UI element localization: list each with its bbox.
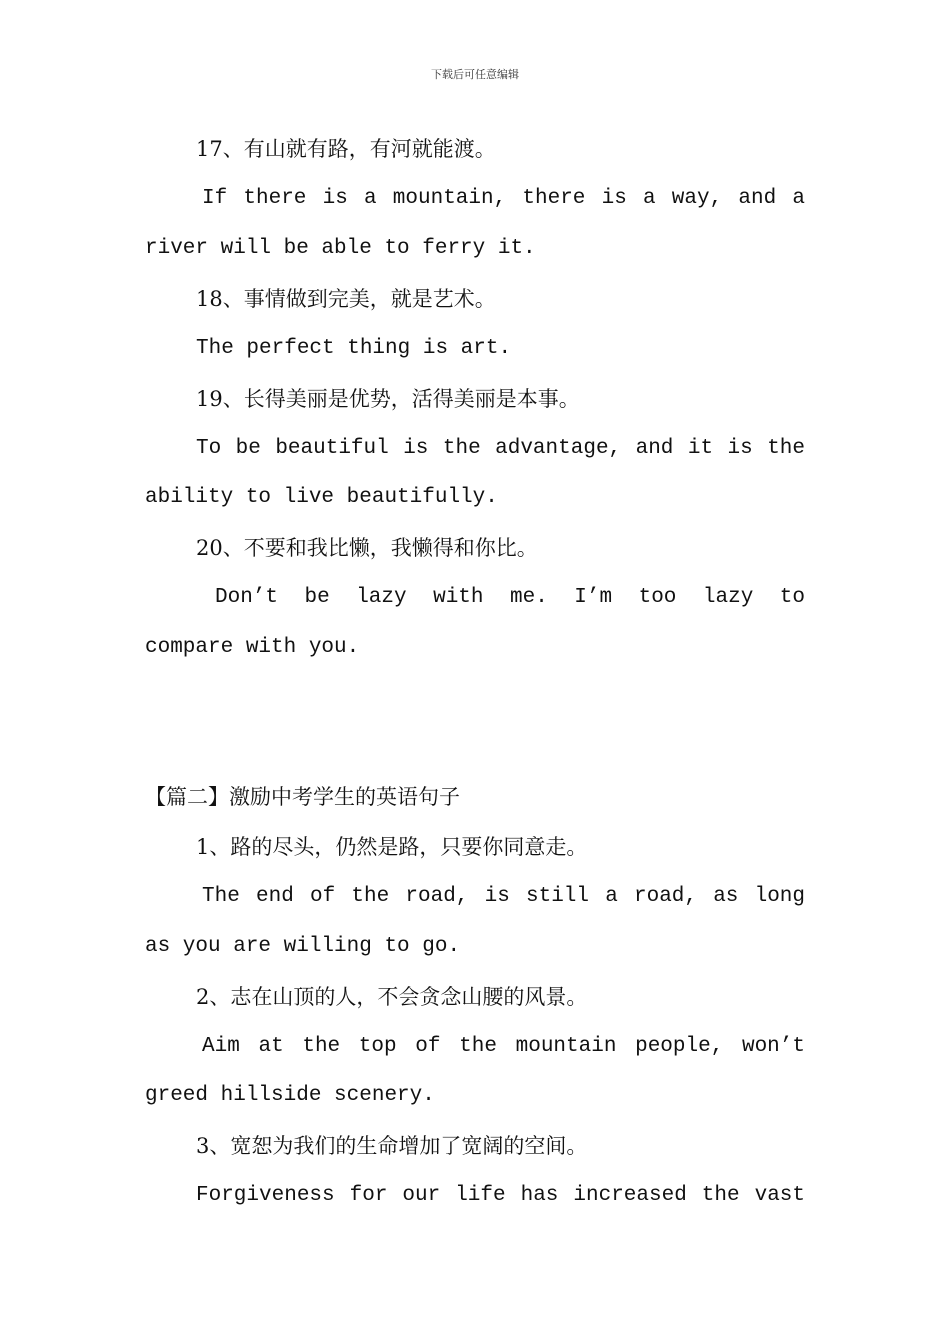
quote-18-cn: 18、事情做到完美，就是艺术。 bbox=[196, 287, 496, 311]
quote-19-en-line1: To be beautiful is the advantage, and it is the bbox=[196, 437, 805, 460]
quote-2-en-line1: Aim at the top of the mountain people, won’t bbox=[202, 1035, 805, 1058]
quote-1-cn: 1、路的尽头，仍然是路，只要你同意走。 bbox=[196, 835, 588, 859]
quote-2-en-line2: greed hillside scenery. bbox=[145, 1084, 435, 1107]
quote-1-en-line2: as you are willing to go. bbox=[145, 935, 461, 958]
quote-17-en-line2: river will be able to ferry it. bbox=[145, 237, 536, 260]
quote-20-cn: 20、不要和我比懒，我懒得和你比。 bbox=[196, 536, 538, 560]
quote-1-en-line1: The end of the road, is still a road, as long bbox=[202, 885, 805, 908]
quote-20-en-line1: Don’t be lazy with me. I’m too lazy to bbox=[215, 586, 805, 609]
quote-19-cn: 19、长得美丽是优势，活得美丽是本事。 bbox=[196, 387, 580, 411]
section-title: 【篇二】激励中考学生的英语句子 bbox=[145, 785, 460, 809]
quote-17-en-line1: If there is a mountain, there is a way, and a bbox=[202, 187, 805, 210]
quote-2-cn: 2、志在山顶的人，不会贪念山腰的风景。 bbox=[196, 985, 588, 1009]
header-note: 下载后可任意编辑 bbox=[431, 68, 519, 81]
quote-18-en-line1: The perfect thing is art. bbox=[196, 337, 512, 360]
quote-20-en-line2: compare with you. bbox=[145, 636, 360, 659]
quote-3-cn: 3、宽恕为我们的生命增加了宽阔的空间。 bbox=[196, 1134, 588, 1158]
quote-3-en-line1: Forgiveness for our life has increased the vast bbox=[196, 1184, 805, 1207]
quote-19-en-line2: ability to live beautifully. bbox=[145, 486, 498, 509]
quote-17-cn: 17、有山就有路，有河就能渡。 bbox=[196, 137, 496, 161]
